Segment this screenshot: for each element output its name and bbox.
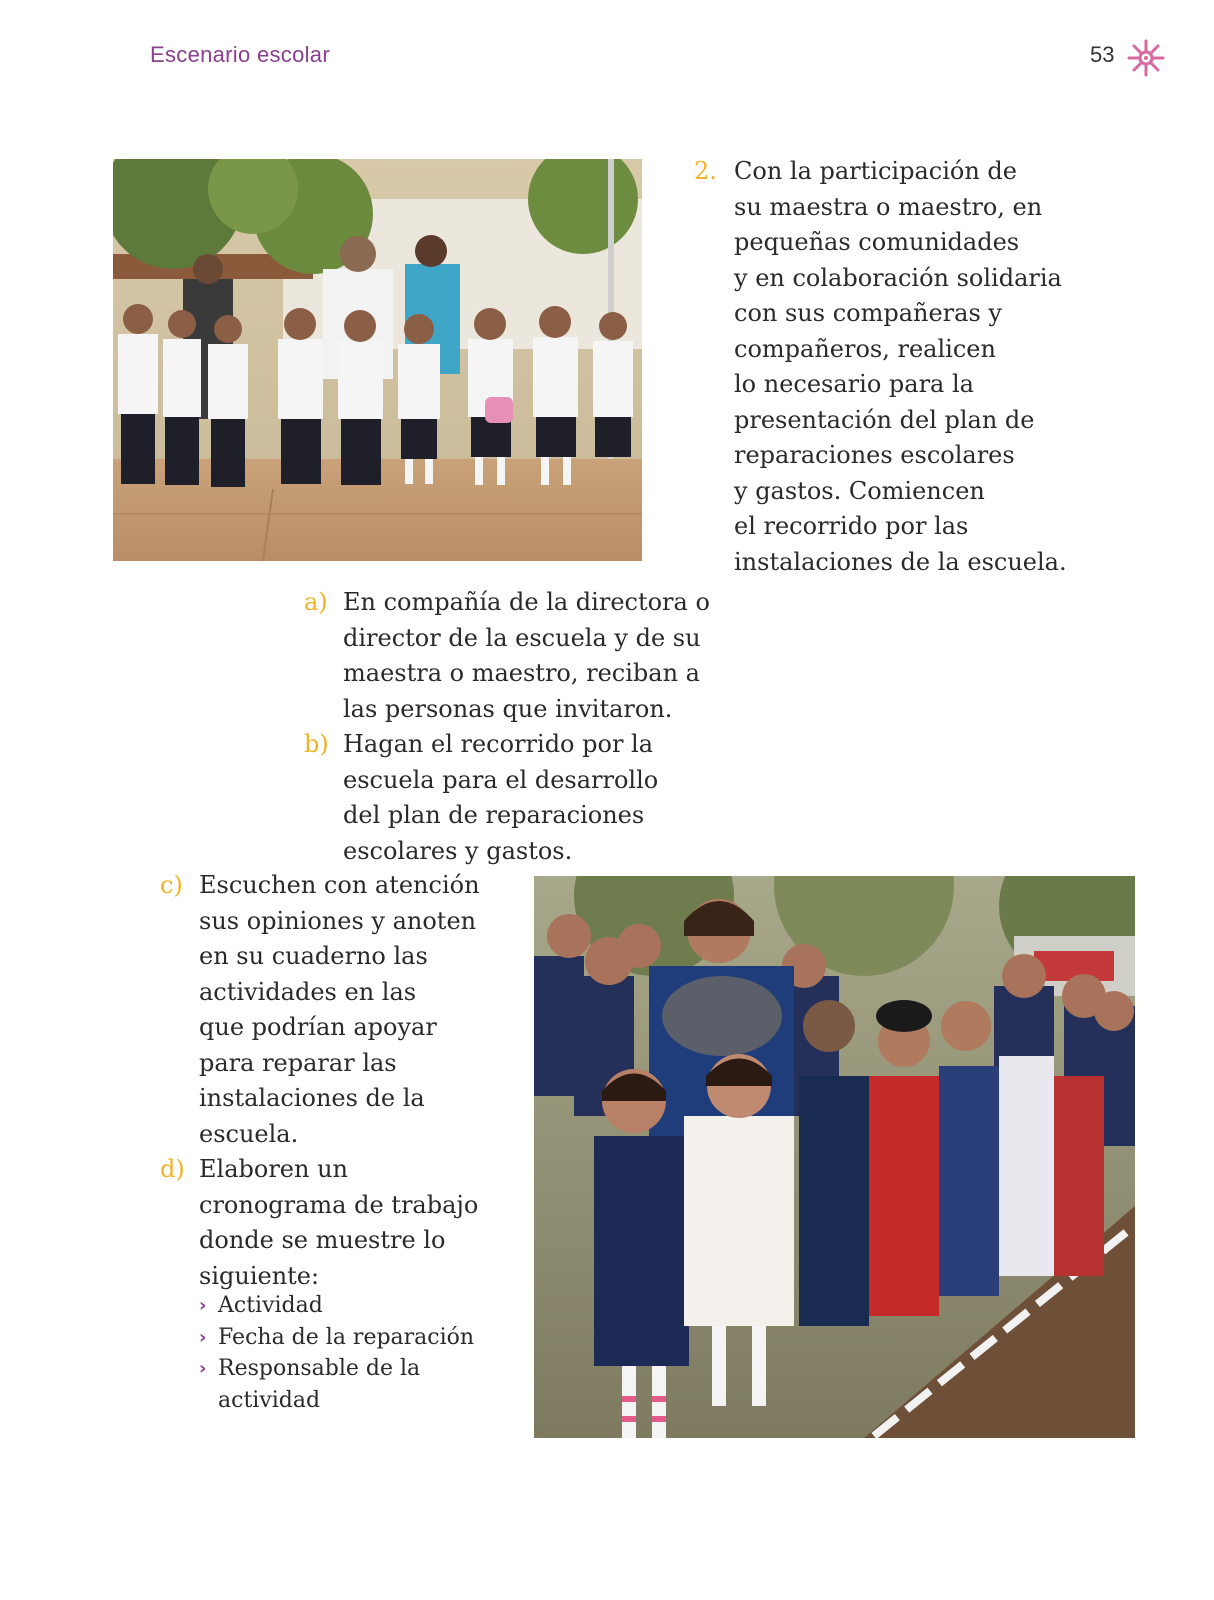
text-line: siguiente: (199, 1261, 320, 1290)
text-line: y gastos. Comiencen (734, 476, 985, 505)
item-number: 2. (694, 157, 717, 185)
text-line: En compañía de la directora o (343, 588, 710, 616)
subitem-marker: d) (160, 1155, 185, 1183)
text-line: maestra o maestro, reciban a (343, 659, 700, 687)
text-line: actividad (218, 1387, 321, 1413)
text-line: Escuchen con atención (199, 871, 480, 899)
text-line: actividades en las (199, 977, 417, 1006)
text-line: escolares y gastos. (343, 836, 573, 865)
text-line: instalaciones de la escuela. (734, 547, 1067, 576)
chevron-right-icon: › (199, 1295, 207, 1316)
text-line: con sus compañeras y (734, 299, 1002, 327)
text-line: lo necesario para la (734, 370, 974, 398)
subitem-marker: c) (160, 871, 183, 899)
text-line: cronograma de trabajo (199, 1190, 479, 1219)
text-line: Responsable de la (218, 1356, 421, 1381)
star-ornament-icon (1126, 38, 1166, 78)
section-title: Escenario escolar (150, 42, 330, 67)
text-line: compañeros, realicen (734, 334, 996, 363)
subitem-a (304, 585, 710, 727)
text-line: las personas que invitaron. (343, 694, 673, 723)
subitem-b (304, 727, 659, 869)
text-line: sus opiniones y anoten (199, 906, 477, 935)
text-line: Con la participación de (734, 157, 1017, 185)
subitem-d (160, 1152, 479, 1294)
bullet-item (199, 1290, 474, 1322)
text-line: pequeñas comunidades (734, 228, 1020, 256)
photo-teacher-with-children (534, 876, 1135, 1438)
page-number: 53 (1090, 42, 1115, 67)
text-line: instalaciones de la (199, 1084, 425, 1112)
text-line: Elaboren un (199, 1155, 348, 1183)
chevron-right-icon: › (199, 1326, 207, 1348)
subitem-c (160, 868, 480, 1152)
text-line: escuela. (199, 1119, 299, 1148)
text-line: y en colaboración solidaria (734, 263, 1062, 292)
text-line: donde se muestre lo (199, 1226, 446, 1254)
text-line: Fecha de la reparación (218, 1324, 475, 1350)
chevron-right-icon: › (199, 1358, 207, 1379)
text-line: para reparar las (199, 1048, 397, 1077)
text-line: Hagan el recorrido por la (343, 730, 654, 758)
subitem-marker: b) (304, 730, 329, 758)
text-line: que podrían apoyar (199, 1013, 437, 1041)
bullet-item (199, 1322, 474, 1354)
text-line: Actividad (218, 1293, 323, 1318)
photo-students-lineup (113, 159, 642, 561)
subitem-marker: a) (304, 588, 328, 616)
text-line: reparaciones escolares (734, 441, 1015, 469)
bullet-list (199, 1290, 474, 1416)
instruction-item-2 (694, 154, 1067, 580)
text-line: su maestra o maestro, en (734, 192, 1043, 221)
text-line: presentación del plan de (734, 405, 1035, 434)
text-line: el recorrido por las (734, 512, 969, 540)
text-line: del plan de reparaciones (343, 801, 645, 829)
bullet-item (199, 1353, 474, 1416)
text-line: escuela para el desarrollo (343, 765, 659, 794)
text-line: en su cuaderno las (199, 942, 428, 970)
text-line: director de la escuela y de su (343, 623, 701, 652)
